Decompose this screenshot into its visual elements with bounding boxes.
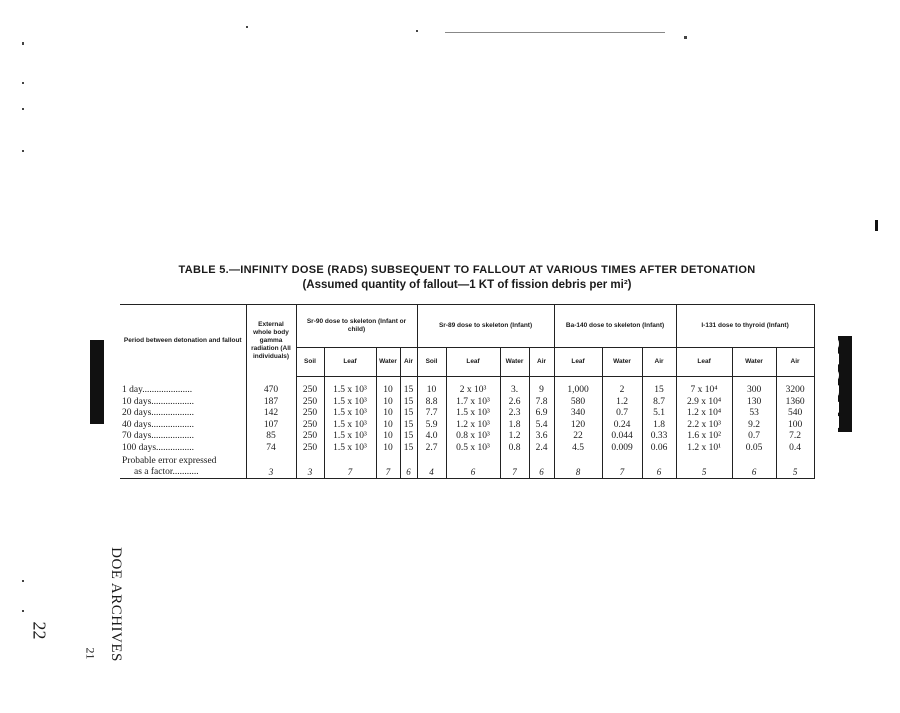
cell-ba140-air: 15 xyxy=(642,377,676,397)
cell-sr90-leaf: 1.5 x 10³ xyxy=(324,420,376,432)
cell-sr89-leaf: 6 xyxy=(446,454,500,479)
scan-speck xyxy=(684,36,687,39)
cell-sr90-air: 6 xyxy=(400,454,417,479)
cell-sr90-soil: 3 xyxy=(296,454,324,479)
cell-sr89-water: 2.3 xyxy=(500,408,529,420)
cell-sr90-water: 10 xyxy=(376,420,400,432)
cell-sr90-soil: 250 xyxy=(296,443,324,455)
cell-i131-water: 9.2 xyxy=(732,420,776,432)
subheader-air: Air xyxy=(529,348,554,377)
cell-ba140-air: 5.1 xyxy=(642,408,676,420)
cell-ba140-air: 0.06 xyxy=(642,443,676,455)
cell-sr90-air: 15 xyxy=(400,408,417,420)
cell-i131-leaf: 2.9 x 10⁴ xyxy=(676,397,732,409)
cell-sr90-water: 7 xyxy=(376,454,400,479)
cell-sr89-air: 6 xyxy=(529,454,554,479)
cell-sr89-air: 2.4 xyxy=(529,443,554,455)
page-number: 21 xyxy=(83,647,98,660)
cell-sr89-air: 9 xyxy=(529,377,554,397)
cell-i131-air: 1360 xyxy=(776,397,814,409)
cell-i131-air: 100 xyxy=(776,420,814,432)
right-classification-stamp: SECRET xyxy=(820,336,843,431)
header-period: Period between detonation and fallout xyxy=(120,305,246,377)
cell-ba140-leaf: 8 xyxy=(554,454,602,479)
cell-sr90-water: 10 xyxy=(376,443,400,455)
subheader-air: Air xyxy=(642,348,676,377)
cell-sr90-soil: 250 xyxy=(296,420,324,432)
subheader-leaf: Leaf xyxy=(554,348,602,377)
cell-i131-water: 0.05 xyxy=(732,443,776,455)
cell-sr89-soil: 4 xyxy=(417,454,446,479)
cell-ba140-air: 1.8 xyxy=(642,420,676,432)
page-number-handwritten: 22 xyxy=(29,621,50,640)
subheader-soil: Soil xyxy=(296,348,324,377)
cell-i131-water: 0.7 xyxy=(732,431,776,443)
cell-sr89-water: 0.8 xyxy=(500,443,529,455)
cell-i131-air: 540 xyxy=(776,408,814,420)
cell-sr89-leaf: 1.7 x 10³ xyxy=(446,397,500,409)
cell-ba140-water: 0.009 xyxy=(602,443,642,455)
subheader-air: Air xyxy=(776,348,814,377)
error-factor-label-line1: Probable error expressed xyxy=(122,456,217,466)
header-i131: I-131 dose to thyroid (Infant) xyxy=(676,305,814,348)
cell-ba140-air: 0.33 xyxy=(642,431,676,443)
cell-sr89-soil: 4.0 xyxy=(417,431,446,443)
cell-ba140-air: 6 xyxy=(642,454,676,479)
cell-i131-leaf: 2.2 x 10³ xyxy=(676,420,732,432)
header-external: External whole body gamma radiation (All individuals) xyxy=(246,305,296,377)
cell-ba140-leaf: 1,000 xyxy=(554,377,602,397)
cell-sr89-leaf: 1.2 x 10³ xyxy=(446,420,500,432)
subheader-leaf: Leaf xyxy=(324,348,376,377)
cell-i131-leaf: 1.6 x 10² xyxy=(676,431,732,443)
scan-speck xyxy=(22,42,24,45)
cell-sr90-soil: 250 xyxy=(296,377,324,397)
cell-sr90-leaf: 7 xyxy=(324,454,376,479)
table-row xyxy=(120,377,814,397)
cell-sr89-soil: 5.9 xyxy=(417,420,446,432)
cell-sr89-air: 7.8 xyxy=(529,397,554,409)
cell-sr90-water: 10 xyxy=(376,408,400,420)
cell-ba140-water: 7 xyxy=(602,454,642,479)
row-period: 20 days.................. xyxy=(120,408,246,420)
table-row xyxy=(120,408,814,420)
cell-sr89-air: 5.4 xyxy=(529,420,554,432)
cell-sr90-water: 10 xyxy=(376,397,400,409)
cell-ba140-water: 0.24 xyxy=(602,420,642,432)
table-title-line1: TABLE 5.—INFINITY DOSE (RADS) SUBSEQUENT TO FALLOUT AT VARIOUS TIMES AFTER DETONATION xyxy=(178,264,756,276)
cell-ba140-water: 2 xyxy=(602,377,642,397)
row-period: 100 days................ xyxy=(120,443,246,455)
cell-sr89-leaf: 2 x 10³ xyxy=(446,377,500,397)
left-classification-stamp: SECRET xyxy=(100,356,123,451)
scan-speck xyxy=(22,150,24,152)
cell-ba140-leaf: 22 xyxy=(554,431,602,443)
cell-sr90-soil: 250 xyxy=(296,408,324,420)
row-period: 1 day..................... xyxy=(120,377,246,397)
cell-sr89-leaf: 0.5 x 10³ xyxy=(446,443,500,455)
archive-stamp: DOE ARCHIVES xyxy=(107,547,124,662)
subheader-water: Water xyxy=(602,348,642,377)
scan-speck xyxy=(445,32,665,33)
cell-external: 187 xyxy=(246,397,296,409)
cell-sr89-soil: 8.8 xyxy=(417,397,446,409)
cell-external: 107 xyxy=(246,420,296,432)
cell-i131-leaf: 1.2 x 10¹ xyxy=(676,443,732,455)
header-ba140: Ba-140 dose to skeleton (Infant) xyxy=(554,305,676,348)
cell-ba140-air: 8.7 xyxy=(642,397,676,409)
cell-i131-air: 5 xyxy=(776,454,814,479)
cell-sr90-leaf: 1.5 x 10³ xyxy=(324,397,376,409)
cell-i131-water: 130 xyxy=(732,397,776,409)
cell-ba140-water: 1.2 xyxy=(602,397,642,409)
cell-ba140-leaf: 120 xyxy=(554,420,602,432)
subheader-water: Water xyxy=(376,348,400,377)
cell-i131-leaf: 7 x 10⁴ xyxy=(676,377,732,397)
scan-speck xyxy=(22,108,24,110)
subheader-water: Water xyxy=(500,348,529,377)
table-row xyxy=(120,443,814,455)
table-title-line2: (Assumed quantity of fallout—1 KT of fission debris per mi²) xyxy=(302,279,632,291)
row-period: 40 days.................. xyxy=(120,420,246,432)
cell-sr89-air: 3.6 xyxy=(529,431,554,443)
cell-i131-leaf: 1.2 x 10⁴ xyxy=(676,408,732,420)
cell-sr90-water: 10 xyxy=(376,377,400,397)
cell-sr90-soil: 250 xyxy=(296,431,324,443)
cell-sr90-soil: 250 xyxy=(296,397,324,409)
cell-sr90-leaf: 1.5 x 10³ xyxy=(324,443,376,455)
table-title xyxy=(120,264,814,291)
cell-external: 3 xyxy=(246,454,296,479)
cell-sr90-leaf: 1.5 x 10³ xyxy=(324,408,376,420)
cell-i131-water: 53 xyxy=(732,408,776,420)
table-row xyxy=(120,431,814,443)
scan-speck xyxy=(875,220,878,231)
cell-external: 74 xyxy=(246,443,296,455)
cell-i131-leaf: 5 xyxy=(676,454,732,479)
cell-sr90-leaf: 1.5 x 10³ xyxy=(324,377,376,397)
cell-i131-air: 3200 xyxy=(776,377,814,397)
infinity-dose-table xyxy=(120,304,815,479)
error-factor-label xyxy=(120,454,246,479)
table-row xyxy=(120,397,814,409)
cell-external: 85 xyxy=(246,431,296,443)
cell-ba140-water: 0.044 xyxy=(602,431,642,443)
cell-sr89-air: 6.9 xyxy=(529,408,554,420)
header-sr89: Sr-89 dose to skeleton (Infant) xyxy=(417,305,554,348)
subheader-water: Water xyxy=(732,348,776,377)
table-row xyxy=(120,420,814,432)
cell-i131-water: 6 xyxy=(732,454,776,479)
cell-sr90-air: 15 xyxy=(400,420,417,432)
subheader-leaf: Leaf xyxy=(676,348,732,377)
error-factor-label-line2: as a factor........... xyxy=(134,467,199,477)
subheader-air: Air xyxy=(400,348,417,377)
cell-ba140-leaf: 340 xyxy=(554,408,602,420)
row-period: 70 days.................. xyxy=(120,431,246,443)
cell-sr89-water: 7 xyxy=(500,454,529,479)
cell-i131-air: 7.2 xyxy=(776,431,814,443)
cell-sr90-air: 15 xyxy=(400,377,417,397)
cell-sr90-air: 15 xyxy=(400,397,417,409)
cell-external: 470 xyxy=(246,377,296,397)
cell-ba140-leaf: 580 xyxy=(554,397,602,409)
cell-sr89-water: 3. xyxy=(500,377,529,397)
cell-external: 142 xyxy=(246,408,296,420)
scan-speck xyxy=(416,30,418,32)
cell-i131-water: 300 xyxy=(732,377,776,397)
cell-sr90-air: 15 xyxy=(400,443,417,455)
cell-ba140-leaf: 4.5 xyxy=(554,443,602,455)
cell-sr89-leaf: 0.8 x 10³ xyxy=(446,431,500,443)
scan-speck xyxy=(22,580,24,582)
cell-sr90-leaf: 1.5 x 10³ xyxy=(324,431,376,443)
cell-i131-air: 0.4 xyxy=(776,443,814,455)
header-sr90: Sr-90 dose to skeleton (Infant or child) xyxy=(296,305,417,348)
cell-ba140-water: 0.7 xyxy=(602,408,642,420)
row-period: 10 days.................. xyxy=(120,397,246,409)
subheader-leaf: Leaf xyxy=(446,348,500,377)
cell-sr89-water: 2.6 xyxy=(500,397,529,409)
cell-sr89-soil: 7.7 xyxy=(417,408,446,420)
subheader-soil: Soil xyxy=(417,348,446,377)
scan-speck xyxy=(22,82,24,84)
scan-speck xyxy=(246,26,248,28)
scan-speck xyxy=(22,610,24,612)
cell-sr89-soil: 10 xyxy=(417,377,446,397)
cell-sr90-air: 15 xyxy=(400,431,417,443)
cell-sr89-leaf: 1.5 x 10³ xyxy=(446,408,500,420)
cell-sr90-water: 10 xyxy=(376,431,400,443)
cell-sr89-soil: 2.7 xyxy=(417,443,446,455)
cell-sr89-water: 1.2 xyxy=(500,431,529,443)
error-factor-row xyxy=(120,454,814,479)
cell-sr89-water: 1.8 xyxy=(500,420,529,432)
